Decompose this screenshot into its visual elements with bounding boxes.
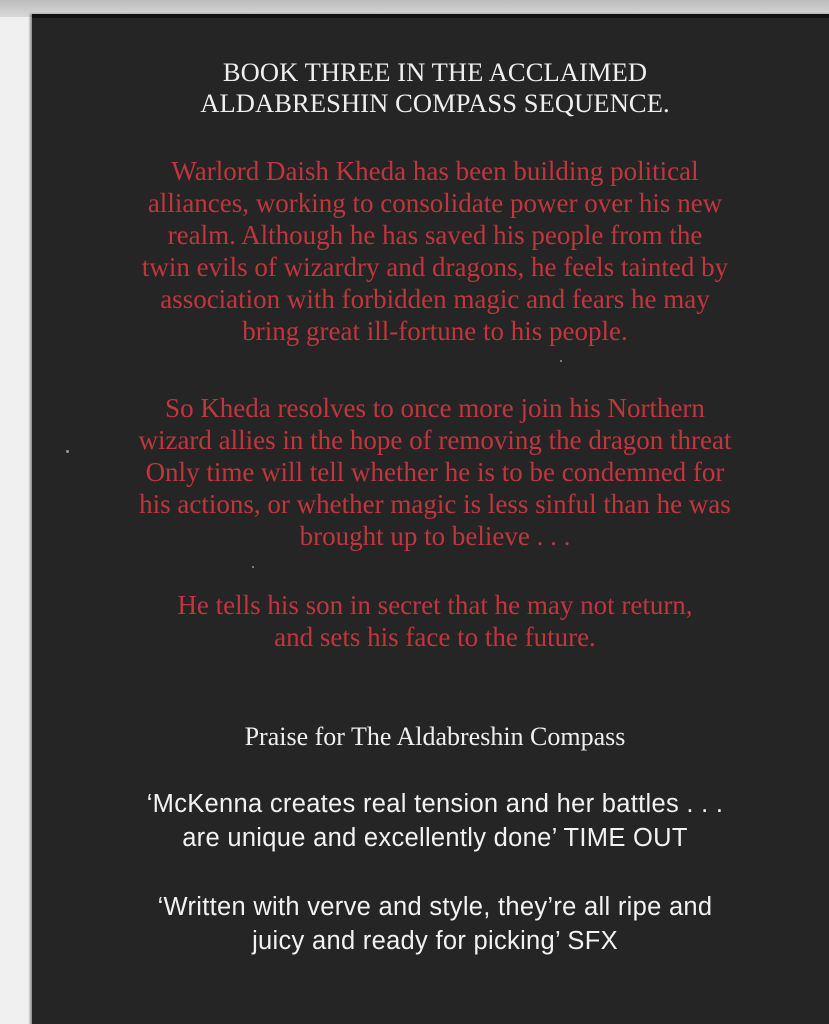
blurb-paragraph-3 — [36, 589, 829, 653]
heading-line: ALDABRESHIN COMPASS SEQUENCE. — [200, 88, 670, 118]
quote-line: ‘McKenna creates real tension and her battles . . . — [146, 790, 724, 818]
blurb-line: twin evils of wizardry and dragons, he feels tainted by — [141, 252, 729, 282]
blurb-line: He tells his son in secret that he may not return, — [177, 590, 693, 620]
series-heading — [36, 57, 829, 119]
blurb-line: alliances, working to consolidate power over his new — [147, 188, 723, 218]
blurb-line: So Kheda resolves to once more join his Northern — [165, 393, 705, 423]
scan-speck — [560, 360, 562, 362]
blurb-line: bring great ill-fortune to his people. — [242, 316, 628, 346]
blurb-line: wizard allies in the hope of removing the dragon threat — [138, 425, 732, 455]
blurb-line: brought up to believe . . . — [299, 521, 571, 551]
blurb-line: Warlord Daish Kheda has been building political — [171, 156, 699, 186]
quote-line: ‘Written with verve and style, they’re all ripe and — [157, 893, 713, 921]
praise-title: Praise for The Aldabreshin Compass — [244, 722, 626, 751]
blurb-line: his actions, or whether magic is less sinful than he was — [139, 489, 731, 519]
review-quote-1 — [36, 787, 829, 855]
blurb-paragraph-2 — [36, 392, 829, 552]
blurb-line: and sets his face to the future. — [274, 622, 596, 652]
quote-line: juicy and ready for picking’ SFX — [252, 927, 618, 955]
blurb-line: realm. Although he has saved his people from the — [167, 220, 703, 250]
blurb-line: Only time will tell whether he is to be condemned for — [145, 457, 725, 487]
cover-top-edge — [32, 14, 829, 18]
heading-line: BOOK THREE IN THE ACCLAIMED — [222, 57, 648, 87]
blurb-paragraph-1 — [36, 155, 829, 347]
review-quote-2 — [36, 890, 829, 958]
blurb-line: association with forbidden magic and fears he may — [160, 284, 710, 314]
scan-speck — [252, 566, 254, 568]
quote-line: are unique and excellently done’ TIME OUT — [182, 824, 688, 852]
